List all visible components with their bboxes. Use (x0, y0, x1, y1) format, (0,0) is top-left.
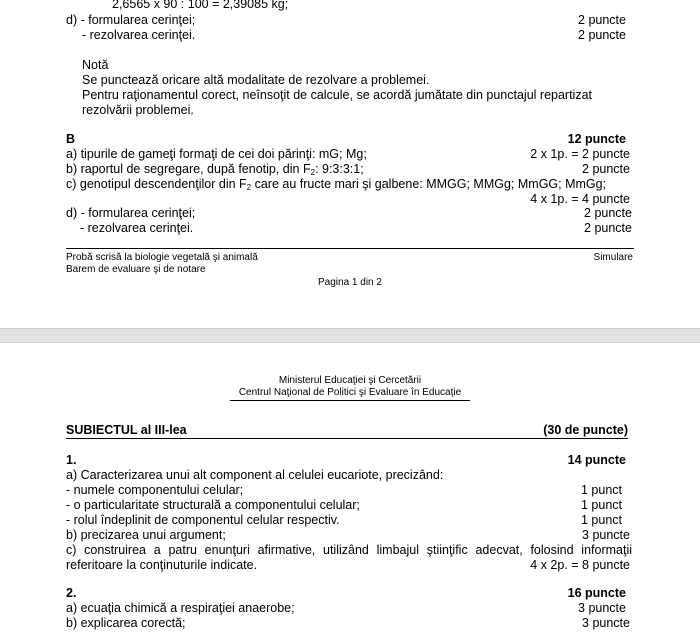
note-line-2: Pentru raţionamentul corect, neînsoţit de calcule, se acordă jumătate din punctajul repartizat (82, 88, 593, 102)
q1-item-3-label: - rolul îndeplinit de componentul celular respectiv. (66, 513, 340, 527)
d-item-2-points: 2 puncte (578, 28, 626, 42)
page-gap (0, 329, 700, 342)
q1-item-2-label: - o particularitate structurală a componentului celular; (66, 498, 360, 512)
d-item-1-points: 2 puncte (578, 13, 626, 27)
ministry-header: Ministerul Educaţiei şi Cercetării (278, 375, 422, 386)
subject-title: SUBIECTUL al III-lea (66, 423, 187, 437)
section-b-a-text: a) tipurile de gameţi formaţi de cei doi părinţi: mG; Mg; (66, 147, 367, 161)
q1-item-1-label: - numele componentului celular; (66, 483, 244, 497)
section-b-c-points: 4 x 1p. = 4 puncte (530, 192, 630, 206)
header-underline (230, 400, 470, 401)
subject-points: (30 de puncte) (543, 423, 628, 437)
section-b-points: 12 puncte (567, 132, 626, 146)
q1-a-text: a) Caracterizarea unui alt component al celulei eucariote, precizând: (66, 468, 444, 482)
q2-b-text: b) explicarea corectă; (66, 616, 186, 630)
section-b-b-text: b) raportul de segregare, după fenotip, din $F_2$: 9:3:3:1; (66, 162, 364, 177)
q1-item-2-points: 1 punct (580, 498, 622, 512)
q1-points: 14 puncte (567, 453, 626, 467)
footer-left-2: Barem de evaluare şi de notare (66, 264, 206, 275)
q1-number: 1. (66, 453, 77, 467)
q2-a-points: 3 puncte (578, 601, 626, 615)
q1-c-line-1: c) construirea a patru enunţuri afirmative, utilizând limbajul ştiinţific adecvat, folosind informaţii (66, 543, 632, 557)
formula-line: 2,6565 x 90 : 100 = 2,39085 kg; (112, 0, 289, 11)
section-b-d2-label: - rezolvarea cerinţei. (80, 221, 194, 235)
q1-b-points: 3 puncte (582, 528, 630, 542)
q1-item-3-points: 1 punct (580, 513, 622, 527)
section-b-a-points: 2 x 1p. = 2 puncte (530, 147, 630, 161)
note-line-3: rezolvării problemei. (82, 103, 194, 117)
section-b-title: B (66, 132, 76, 146)
section-b-c-text: c) genotipul descendenţilor din $F_2$ care au fructe mari şi galbene: MMGG; MMGg; MmGG; MmGg; (66, 177, 607, 192)
q1-c-line-2: referitoare la conţinuturile indicate. (66, 558, 258, 572)
page-number: Pagina 1 din 2 (318, 277, 382, 288)
subject-underline (66, 438, 628, 439)
section-b-b-points: 2 puncte (582, 162, 630, 176)
d-item-2-label: - rezolvarea cerinţei. (82, 28, 196, 42)
footer-left-1: Probă scrisă la biologie vegetală şi animală (66, 252, 258, 263)
section-b-d-points: 2 puncte (584, 206, 632, 220)
d-item-1-label: d) - formularea cerinţei; (66, 13, 196, 27)
q2-b-points: 3 puncte (582, 616, 630, 630)
section-b-d2-points: 2 puncte (584, 221, 632, 235)
note-title: Notă (82, 58, 109, 72)
center-header: Centrul Naţional de Politici şi Evaluare în Educaţie (238, 387, 462, 398)
note-line-1: Se punctează oricare altă modalitate de rezolvare a problemei. (82, 73, 430, 87)
q1-item-1-points: 1 punct (580, 483, 622, 497)
document-page-2 (0, 342, 700, 632)
section-b-d-label: d) - formularea cerinţei; (66, 206, 196, 220)
q1-c-points: 4 x 2p. = 8 puncte (530, 558, 630, 572)
footer-right: Simulare (593, 252, 633, 263)
q2-number: 2. (66, 586, 77, 600)
footer-divider (66, 248, 634, 249)
q1-b-label: b) precizarea unui argument; (66, 528, 226, 542)
q2-points: 16 puncte (567, 586, 626, 600)
q2-a-text: a) ecuaţia chimică a respiraţiei anaerobe; (66, 601, 295, 615)
